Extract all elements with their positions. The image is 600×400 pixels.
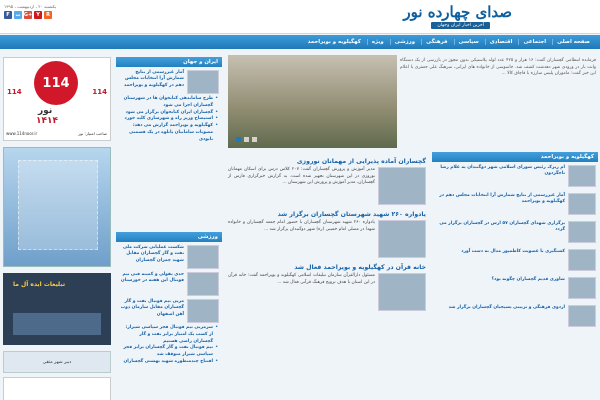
slider-caption: فرمانده انتظامی گچساران گفت: ۱۶ هزار و ۴۲۵ عدد لوله پلاستیکی بدون مجوز در بازرسی از یک دستگاه وانت بار در ورودی شهر دهدشت کشف شد. جاسوسی از خانواده های ایرانی، سرهنگ علی جعفری با اعلام این خبر گفت: ماموران پلیس مبارزه با قاچاق کالا ... — [400, 58, 597, 77]
slider-dots — [236, 137, 257, 142]
list-item[interactable]: • کهگیلویه و بویراحمد گزارش می دهد: مصوبات سامانیان پاتلوه در یک قسمتی نابودی — [120, 123, 218, 143]
list-item[interactable]: • استیضاح وزیر راه و شهرسازی کلید خورد — [120, 116, 218, 123]
iran-news-list — [116, 94, 222, 146]
news-thumbnail[interactable] — [568, 165, 596, 187]
ad-dark-text: تبلیغات ایده آل ما — [13, 281, 66, 288]
list-item[interactable] — [116, 67, 222, 94]
list-item[interactable]: • سرمربی تیم فوتبال فجر سپاسی شیراز: از کسب یک امتیاز برابر نفت و گاز گچساران راضی هستیم — [120, 325, 218, 345]
story-thumbnail[interactable] — [378, 167, 426, 205]
site-logo[interactable] — [362, 3, 512, 31]
news-headline[interactable]: برگزاری شهدای گچساران ۵۷ ارس در گچساران برگزار می گردد — [439, 221, 565, 233]
nav-economy[interactable]: اقتصادی — [485, 39, 517, 45]
ad-114-number: ۱۴۱۴ — [36, 116, 58, 126]
current-date: یکشنبه ۲۰ ، اردیبهشت ، ۱۳۹۵ — [4, 4, 57, 9]
left-ads-column — [3, 57, 111, 400]
nav-culture[interactable]: فرهنگی — [421, 39, 451, 45]
ad-114-word: نور — [38, 106, 53, 116]
region-title: کهگیلویه و بویراحمد — [432, 152, 598, 162]
list-item[interactable] — [116, 269, 222, 296]
list-item[interactable] — [432, 190, 598, 218]
news-thumbnail[interactable] — [568, 277, 596, 299]
story-summary: مسئول دارالقرآن سازمان تبلیغات اسلامی کهگیلویه و بویراحمد گفت: خانه قرآن در این استان با هدف ترویج فرهنگ قرآنی فعال شد ... — [228, 273, 375, 285]
ad-114-side-right: 114 — [92, 88, 107, 96]
nav-special[interactable]: ویژه — [367, 39, 388, 45]
slider-dot[interactable] — [244, 137, 249, 142]
story-thumbnail[interactable] — [378, 220, 426, 258]
site-subtitle: آخرین اخبار ایران وجهان — [431, 22, 490, 29]
google-plus-icon[interactable]: G+ — [23, 12, 33, 18]
main-navigation — [0, 35, 600, 49]
story-summary: مدیر آموزش و پرورش گچساران گفت: ۲۰۷ کلاس درس برای اسکان مهمانان نوروزی در این شهرستان تجهیز شده است. به گزارش خبرگزاری فارس از گچساران، مدیر آموزش و پرورش این شهرستان ... — [228, 167, 375, 186]
story-summary: یادواره ۲۶۰ شهید شهرستان گچساران با حضور امام جمعه گچساران و خانواده شهدا در مصلی امام خمینی (ره) شهر دوگنبدان برگزار شد ... — [228, 220, 375, 232]
news-thumbnail[interactable] — [187, 272, 219, 296]
ad-114-badge: 114 — [34, 61, 78, 105]
ad-114-side-left: 114 — [7, 88, 22, 96]
iran-world-title: ایران و جهان — [116, 57, 222, 67]
news-thumbnail[interactable] — [568, 221, 596, 243]
list-item[interactable]: • گچساران ایران کتابخوان برگزار می شود — [120, 110, 218, 117]
story-thumbnail[interactable] — [378, 273, 426, 311]
site-header — [0, 0, 600, 34]
sport-title: ورزشی — [116, 232, 222, 242]
slider-photo[interactable] — [228, 55, 397, 148]
news-headline[interactable]: ام ریزک رئیس شورای اسلامی شهر دوگنبدان به غلام رضا تاجگردون — [440, 165, 565, 177]
rss-icon[interactable]: R — [44, 11, 52, 19]
news-headline[interactable]: شاوری قدیم گچساران چگونه بود؟ — [491, 277, 565, 282]
nav-politics[interactable]: سیاسی — [454, 39, 483, 45]
list-item[interactable]: • طرح ساماندهی کتابخوان ها در شهرستان گچساران اجرا می شود — [120, 96, 218, 110]
news-headline[interactable]: حدی بقولی و کمیته فنی تیم فوتبال این هفته در خوزستان — [120, 272, 184, 284]
story-item — [228, 264, 426, 311]
news-headline[interactable]: مربی تیم فوتبال نفت و گاز گچساران مقابل سازمان ذوب آهن اصفهان — [120, 299, 184, 317]
story-headline[interactable]: خانه قرآن در کهگیلویه و بویراحمد فعال شد — [294, 264, 426, 271]
region-box — [432, 152, 598, 330]
list-item[interactable] — [432, 274, 598, 302]
headline-slider[interactable] — [228, 55, 397, 148]
list-item[interactable] — [432, 218, 598, 246]
slider-dot-active[interactable] — [236, 137, 241, 142]
iran-world-box — [116, 57, 222, 146]
ad-dark-image — [13, 313, 101, 335]
ad-114-banner[interactable] — [3, 57, 111, 141]
list-item[interactable]: • تیم فوتبال نفت و گاز گچساران برابر فجر سپاسی شیراز متوقف شد — [120, 345, 218, 359]
news-headline[interactable]: آمار غیررسمی از نتایج شمارش آرا انتخابات مجلس دهم در کهگیلویه و بویراحمد — [439, 193, 565, 205]
sport-box — [116, 232, 222, 368]
ad-image — [18, 160, 98, 250]
news-thumbnail[interactable] — [568, 305, 596, 327]
story-item — [228, 158, 426, 205]
news-thumbnail[interactable] — [187, 299, 219, 323]
story-headline[interactable]: گچساران آماده پذیرایی از مهمانان نوروزی — [296, 158, 426, 165]
slider-dot[interactable] — [252, 137, 257, 142]
nav-social[interactable]: اجتماعی — [518, 39, 550, 45]
facebook-icon[interactable]: F — [4, 11, 12, 19]
nav-home[interactable]: صفحه اصلی — [552, 39, 594, 45]
list-item[interactable] — [432, 162, 598, 190]
news-thumbnail[interactable] — [187, 70, 219, 94]
news-thumbnail[interactable] — [568, 249, 596, 271]
social-links — [4, 11, 52, 19]
story-headline[interactable]: یادواره ۲۶۰ شهید شهرستان گچساران برگزار شد — [277, 211, 426, 218]
ad-dark-banner[interactable] — [3, 273, 111, 345]
ad-footer-banner[interactable] — [3, 377, 111, 400]
story-item — [228, 211, 426, 258]
list-item[interactable] — [116, 296, 222, 323]
news-headline[interactable]: اردوی فرهنگی و تربیتی بسیجیان گچساران برگزار شد — [448, 305, 565, 310]
telegram-icon[interactable]: ت — [15, 12, 21, 18]
news-headline[interactable]: شکست عملیاتی شرکت ملی نفت و گاز گچساران مقابل شهید چمران گچساران — [122, 245, 184, 263]
nav-sports[interactable]: ورزشی — [390, 39, 419, 45]
site-title: صدای چهارده نور — [403, 3, 512, 21]
news-headline[interactable]: آمار غیررسمی از نتایج شمارش آرا انتخابات مجلس دهم در کهگیلویه و بویراحمد — [124, 70, 184, 88]
ad-blue-banner[interactable] — [3, 147, 111, 267]
news-thumbnail[interactable] — [187, 245, 219, 269]
list-item[interactable] — [116, 242, 222, 269]
nav-region[interactable]: کهگیلویه و بویراحمد — [307, 39, 361, 45]
sport-news-list — [116, 323, 222, 368]
news-headline[interactable]: کشتگیری با عضویت کاظمپور مدال به دست آورد — [461, 249, 565, 254]
main-stories — [228, 156, 426, 317]
list-item[interactable] — [432, 302, 598, 330]
ad-114-sponsor: صاحب امتیاز: نور — [78, 131, 107, 136]
ad-114-site: www.114noor.ir — [6, 131, 38, 136]
list-item[interactable] — [432, 246, 598, 274]
youtube-icon[interactable]: Y — [34, 11, 42, 19]
news-thumbnail[interactable] — [568, 193, 596, 215]
ad-small-banner[interactable]: دبیر شهر متقی — [3, 351, 111, 373]
list-item[interactable]: • افتتاح چندمنظوره شهید بهشتی گچساران — [120, 359, 218, 366]
